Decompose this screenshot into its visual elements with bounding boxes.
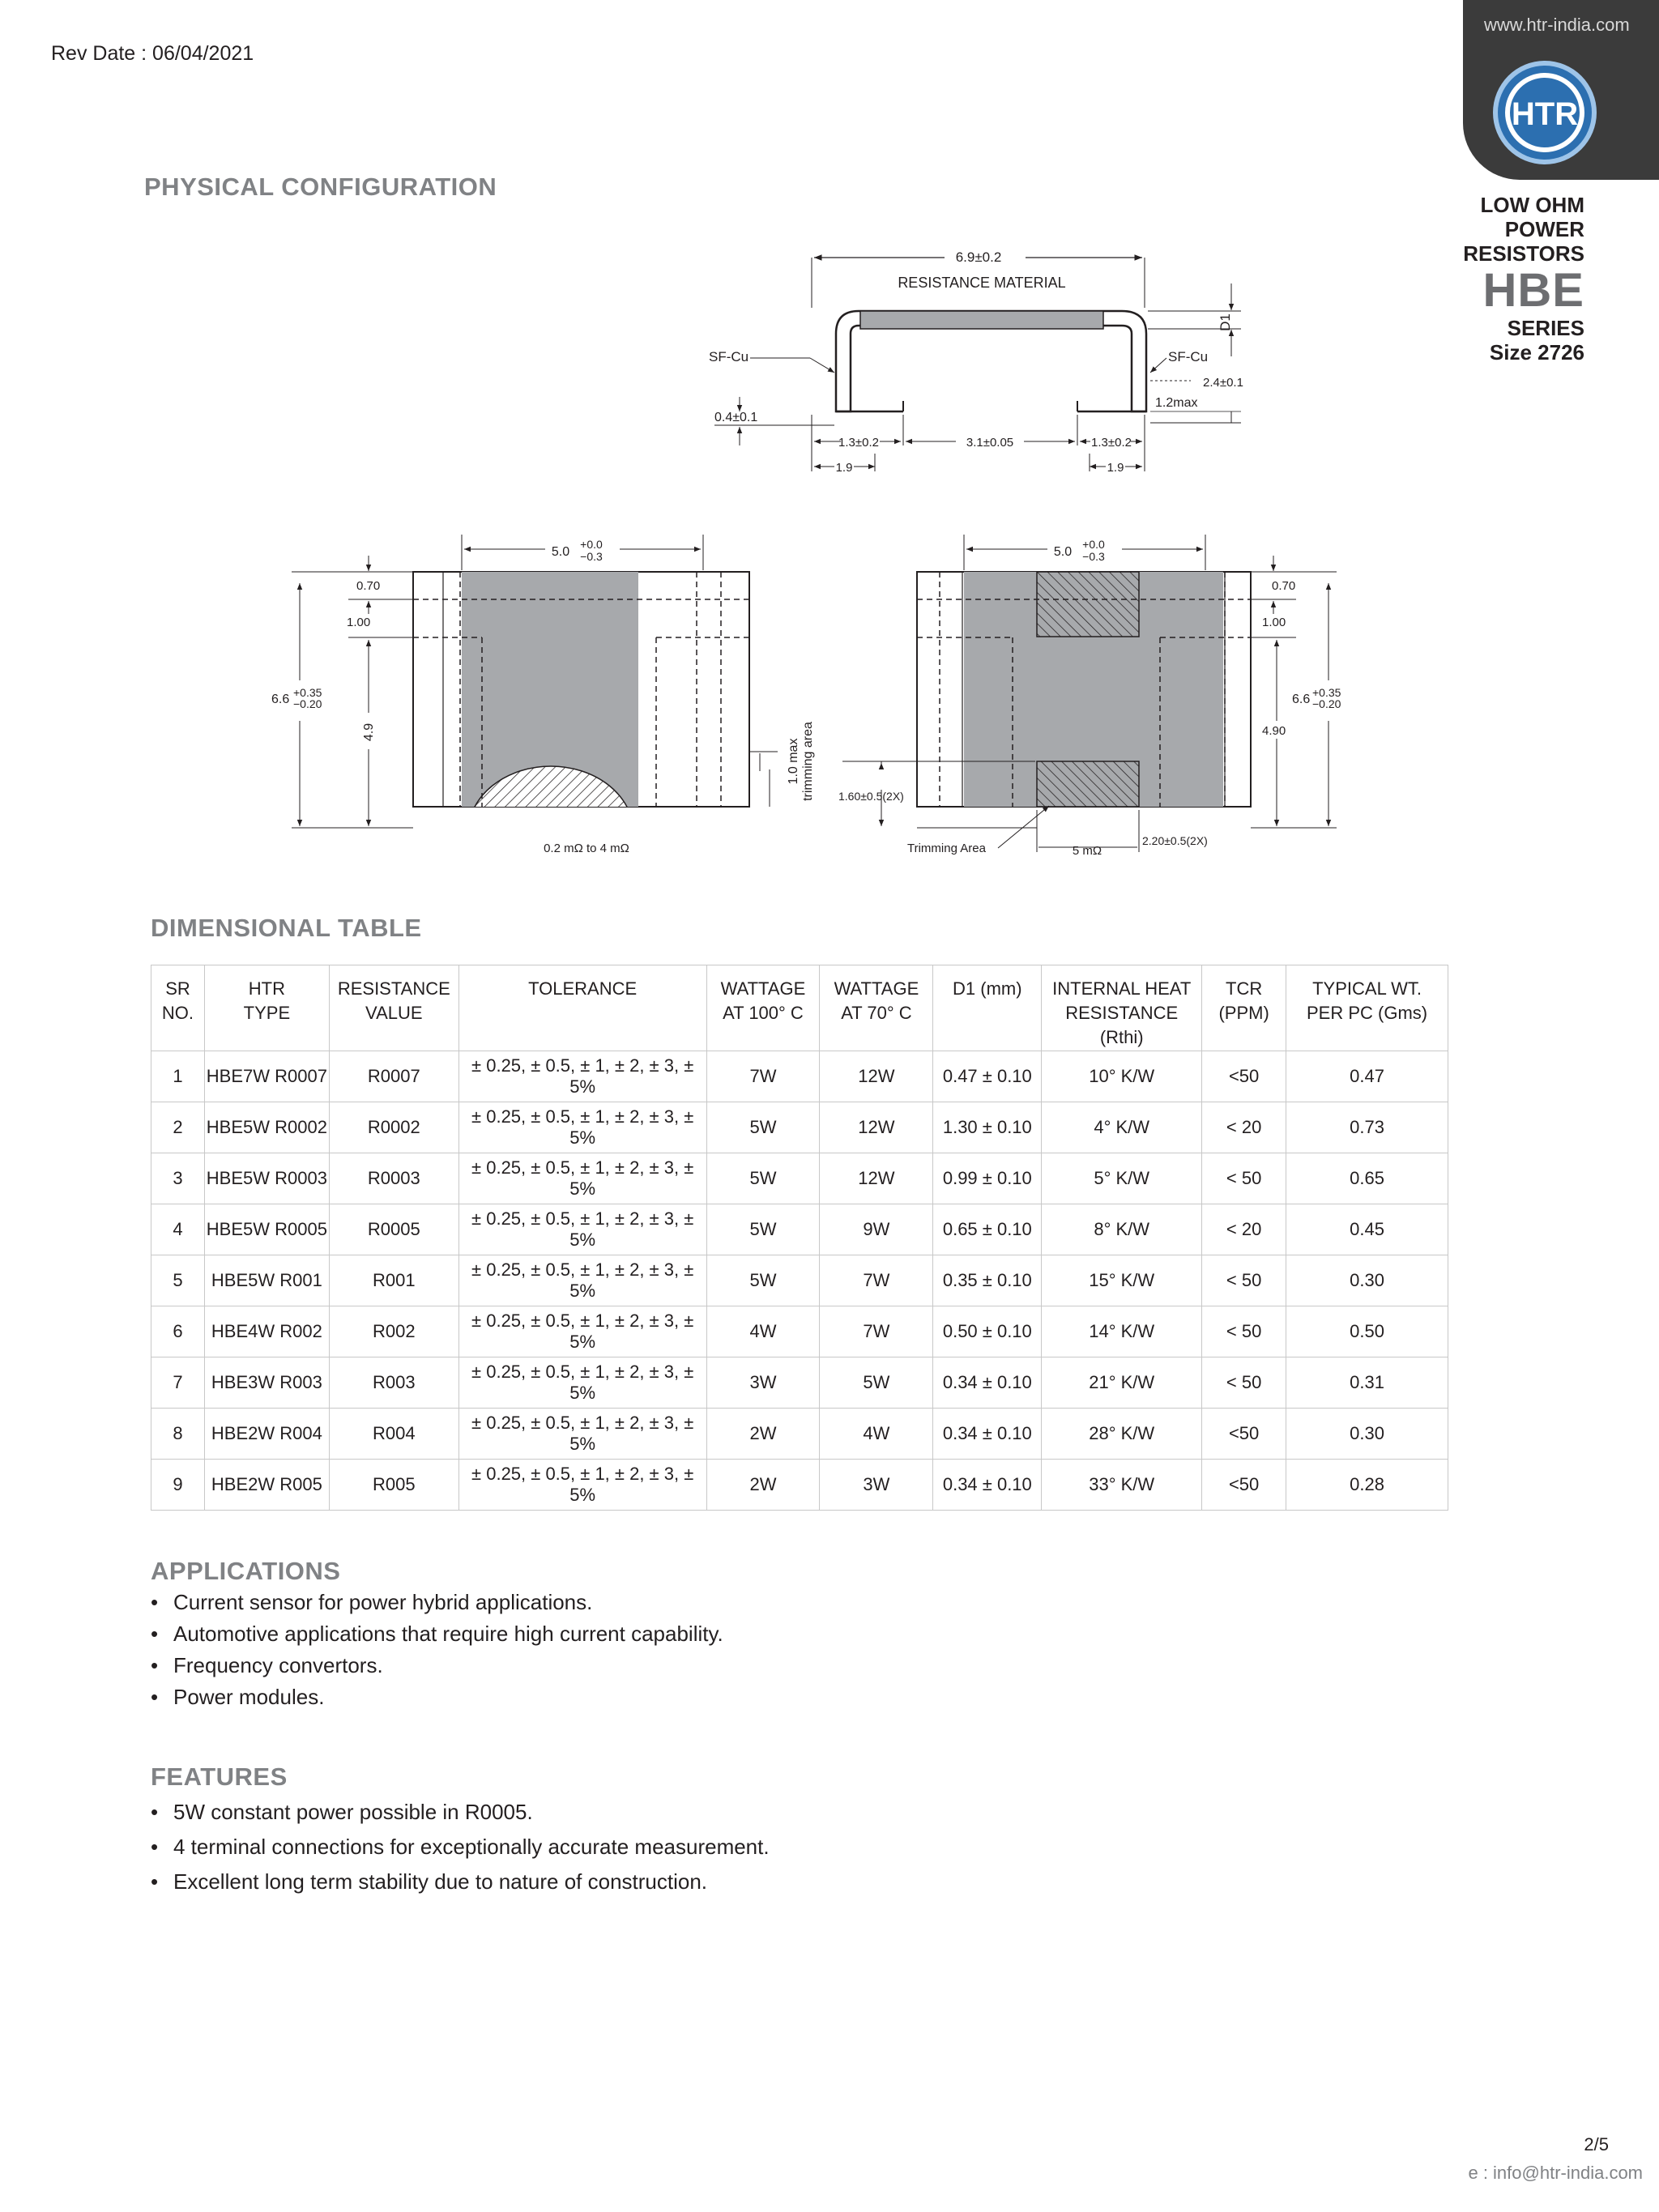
table-cell: 0.34 ± 0.10 [933, 1460, 1042, 1511]
list-item-text: 5W constant power possible in R0005. [173, 1800, 533, 1824]
width-tol-plus: +0.0 [1082, 538, 1105, 551]
table-header-cell [820, 965, 933, 1051]
table-cell: HBE5W R001 [204, 1255, 329, 1306]
bullet-icon: • [151, 1590, 159, 1614]
table-cell: 3W [820, 1460, 933, 1511]
table-cell: < 50 [1202, 1255, 1286, 1306]
header-line-1: INTERNAL HEAT [1052, 978, 1192, 999]
bottom-pad-hatch [1037, 761, 1139, 807]
sf-cu-right-label: SF-Cu [1168, 349, 1209, 364]
table-cell: 0.50 ± 0.10 [933, 1306, 1042, 1357]
table-cell: 5° K/W [1042, 1153, 1202, 1204]
height-dim-label: 2.4±0.1 [1203, 376, 1243, 390]
table-cell: <50 [1202, 1409, 1286, 1460]
inner-height-dim: 4.9 [362, 722, 376, 742]
header-line-2: TYPE [243, 1003, 291, 1023]
header-line-1: WATTAGE [834, 978, 919, 999]
bullet-icon: • [151, 1869, 159, 1894]
series-block [1463, 193, 1584, 364]
table-cell: 0.99 ± 0.10 [933, 1153, 1042, 1204]
table-cell: HBE3W R003 [204, 1357, 329, 1409]
table-cell: 4° K/W [1042, 1102, 1202, 1153]
trimming-area-label: Trimming Area [907, 842, 986, 855]
table-cell: 0.34 ± 0.10 [933, 1357, 1042, 1409]
table-cell: < 50 [1202, 1357, 1286, 1409]
table-cell: ± 0.25, ± 0.5, ± 1, ± 2, ± 3, ± 5% [458, 1460, 706, 1511]
list-item-text: Power modules. [173, 1685, 325, 1709]
header-line-2: AT 100° C [723, 1003, 804, 1023]
length-dim-label: 6.9±0.2 [955, 249, 1002, 265]
header-line-1: RESISTANCE [337, 978, 450, 999]
table-cell: ± 0.25, ± 0.5, ± 1, ± 2, ± 3, ± 5% [458, 1409, 706, 1460]
list-item [151, 1800, 770, 1825]
table-cell: 0.35 ± 0.10 [933, 1255, 1042, 1306]
table-cell: 9 [151, 1460, 205, 1511]
height-dim: 6.6 [271, 693, 290, 706]
header-line-1: TOLERANCE [528, 978, 638, 999]
table-cell: 2W [706, 1409, 820, 1460]
table-row [151, 1409, 1448, 1460]
pad-height-dim: 1.60±0.5(2X) [838, 790, 904, 803]
series-line-4: SERIES [1507, 316, 1584, 340]
top-view-right-drawing [826, 526, 1393, 867]
list-item [151, 1622, 723, 1647]
footer-email: e : info@htr-india.com [1468, 2163, 1643, 2183]
inner-height-dim: 4.90 [1262, 724, 1286, 738]
table-cell: 12W [820, 1102, 933, 1153]
table-cell: R0002 [329, 1102, 458, 1153]
header-line-1: WATTAGE [720, 978, 806, 999]
series-line-3: RESISTORS [1463, 241, 1584, 266]
table-cell: R002 [329, 1306, 458, 1357]
table-cell: 0.30 [1286, 1255, 1448, 1306]
table-cell: 0.50 [1286, 1306, 1448, 1357]
t070-dim: 0.70 [1272, 579, 1296, 593]
table-cell: 3 [151, 1153, 205, 1204]
dimensional-table [151, 965, 1448, 1511]
table-cell: 14° K/W [1042, 1306, 1202, 1357]
gap-dim: 3.1±0.05 [966, 436, 1014, 450]
applications-title: APPLICATIONS [151, 1557, 341, 1585]
table-cell: 15° K/W [1042, 1255, 1202, 1306]
series-code: HBE [1482, 264, 1584, 317]
table-cell: 7W [706, 1051, 820, 1102]
pad-width-dim: 2.20±0.5(2X) [1142, 834, 1208, 847]
table-cell: 0.65 [1286, 1153, 1448, 1204]
height-dim: 6.6 [1292, 693, 1311, 706]
t100-dim: 1.00 [1262, 616, 1286, 629]
table-row [151, 1051, 1448, 1102]
list-item-text: Current sensor for power hybrid applications. [173, 1590, 593, 1614]
table-cell: 4 [151, 1204, 205, 1255]
table-cell: HBE2W R005 [204, 1460, 329, 1511]
table-cell: 0.65 ± 0.10 [933, 1204, 1042, 1255]
list-item [151, 1685, 723, 1710]
thickness-label: 0.4±0.1 [714, 411, 758, 424]
table-cell: 7 [151, 1357, 205, 1409]
table-cell: ± 0.25, ± 0.5, ± 1, ± 2, ± 3, ± 5% [458, 1153, 706, 1204]
height-tol-plus: +0.35 [293, 686, 322, 699]
resistance-5mohm-label: 5 mΩ [1072, 844, 1102, 858]
table-cell: 7W [820, 1306, 933, 1357]
table-row [151, 1102, 1448, 1153]
table-cell: 5W [706, 1204, 820, 1255]
table-cell: 2 [151, 1102, 205, 1153]
table-header-cell [329, 965, 458, 1051]
revision-date: Rev Date : 06/04/2021 [51, 42, 254, 65]
table-cell: R004 [329, 1409, 458, 1460]
table-cell: HBE5W R0002 [204, 1102, 329, 1153]
table-cell: < 20 [1202, 1102, 1286, 1153]
table-header-cell [706, 965, 820, 1051]
table-cell: <50 [1202, 1051, 1286, 1102]
table-row [151, 1460, 1448, 1511]
table-cell: HBE4W R002 [204, 1306, 329, 1357]
table-cell: R0003 [329, 1153, 458, 1204]
table-cell: R003 [329, 1357, 458, 1409]
table-cell: 9W [820, 1204, 933, 1255]
table-cell: 0.45 [1286, 1204, 1448, 1255]
max-height-label: 1.2max [1155, 396, 1198, 410]
table-header-cell [933, 965, 1042, 1051]
table-cell: 10° K/W [1042, 1051, 1202, 1102]
foot-left-dim: 1.3±0.2 [838, 436, 879, 450]
htr-logo [1491, 58, 1600, 168]
features-title: FEATURES [151, 1762, 288, 1791]
table-header-cell [1042, 965, 1202, 1051]
dimensional-table-title: DIMENSIONAL TABLE [151, 914, 422, 942]
table-cell: ± 0.25, ± 0.5, ± 1, ± 2, ± 3, ± 5% [458, 1051, 706, 1102]
trim-area-label: trimming area [801, 722, 815, 801]
list-item-text: Excellent long term stability due to nature of construction. [173, 1869, 708, 1894]
table-cell: 1.30 ± 0.10 [933, 1102, 1042, 1153]
header-line-1: TYPICAL WT. [1312, 978, 1422, 999]
header-line-2: (PPM) [1218, 1003, 1269, 1023]
table-header-cell [1286, 965, 1448, 1051]
list-item [151, 1835, 770, 1860]
table-cell: 4W [820, 1409, 933, 1460]
d1-label: D1 [1218, 313, 1233, 331]
table-cell: HBE5W R0003 [204, 1153, 329, 1204]
table-cell: HBE5W R0005 [204, 1204, 329, 1255]
table-cell: 0.28 [1286, 1460, 1448, 1511]
table-body [151, 1051, 1448, 1511]
list-item [151, 1653, 723, 1678]
header-line-1: TCR [1226, 978, 1263, 999]
trim-max-label: 1.0 max [787, 738, 800, 785]
table-row [151, 1255, 1448, 1306]
table-row [151, 1306, 1448, 1357]
features-list [151, 1800, 770, 1904]
table-cell: 8° K/W [1042, 1204, 1202, 1255]
header-line-1: D1 (mm) [953, 978, 1022, 999]
header-line-2: VALUE [365, 1003, 423, 1023]
bullet-icon: • [151, 1685, 159, 1709]
table-cell: R0007 [329, 1051, 458, 1102]
page-number: 2/5 [1584, 2134, 1609, 2154]
series-size: Size 2726 [1489, 340, 1584, 364]
table-cell: ± 0.25, ± 0.5, ± 1, ± 2, ± 3, ± 5% [458, 1204, 706, 1255]
table-cell: 1 [151, 1051, 205, 1102]
foot-right-dim: 1.3±0.2 [1091, 436, 1132, 450]
height-tol-minus: −0.20 [293, 697, 322, 710]
table-cell: ± 0.25, ± 0.5, ± 1, ± 2, ± 3, ± 5% [458, 1306, 706, 1357]
pitch-right-dim: 1.9 [1107, 461, 1124, 475]
table-cell: 6 [151, 1306, 205, 1357]
list-item [151, 1590, 723, 1615]
header-line-2: NO. [161, 1003, 194, 1023]
table-cell: 4W [706, 1306, 820, 1357]
table-header-row [151, 965, 1448, 1051]
table-header-cell [204, 965, 329, 1051]
table-cell: 8 [151, 1409, 205, 1460]
resistance-material-label: RESISTANCE MATERIAL [898, 275, 1066, 291]
table-cell: R0005 [329, 1204, 458, 1255]
bullet-icon: • [151, 1800, 159, 1824]
table-row [151, 1204, 1448, 1255]
table-cell: ± 0.25, ± 0.5, ± 1, ± 2, ± 3, ± 5% [458, 1255, 706, 1306]
table-row [151, 1357, 1448, 1409]
width-dim: 5.0 [1053, 545, 1073, 559]
table-cell: 5W [706, 1255, 820, 1306]
table-cell: 33° K/W [1042, 1460, 1202, 1511]
header-line-2: PER PC (Gms) [1306, 1003, 1428, 1023]
table-cell: 3W [706, 1357, 820, 1409]
table-cell: ± 0.25, ± 0.5, ± 1, ± 2, ± 3, ± 5% [458, 1357, 706, 1409]
width-tol-minus: −0.3 [580, 550, 603, 563]
list-item-text: Frequency convertors. [173, 1653, 383, 1677]
table-cell: 5W [706, 1153, 820, 1204]
resistance-material-bar [860, 311, 1103, 329]
table-cell: ± 0.25, ± 0.5, ± 1, ± 2, ± 3, ± 5% [458, 1102, 706, 1153]
table-cell: HBE7W R0007 [204, 1051, 329, 1102]
series-line-1: LOW OHM [1480, 193, 1584, 217]
width-tol-minus: −0.3 [1082, 550, 1105, 563]
website-url: www.htr-india.com [1484, 15, 1630, 35]
table-cell: R005 [329, 1460, 458, 1511]
table-cell: < 50 [1202, 1153, 1286, 1204]
table-cell: 21° K/W [1042, 1357, 1202, 1409]
table-cell: 0.73 [1286, 1102, 1448, 1153]
table-header-cell [1202, 965, 1286, 1051]
side-profile-drawing [697, 243, 1264, 486]
table-cell: 0.34 ± 0.10 [933, 1409, 1042, 1460]
bullet-icon: • [151, 1835, 159, 1859]
height-tol-plus: +0.35 [1312, 686, 1341, 699]
sf-cu-left-label: SF-Cu [709, 349, 749, 364]
list-item-text: 4 terminal connections for exceptionally accurate measurement. [173, 1835, 770, 1859]
table-cell: 7W [820, 1255, 933, 1306]
applications-list [151, 1590, 723, 1716]
table-cell: 5W [706, 1102, 820, 1153]
table-cell: 0.30 [1286, 1409, 1448, 1460]
top-pad-hatch [1037, 572, 1139, 637]
bullet-icon: • [151, 1622, 159, 1646]
physical-config-title: PHYSICAL CONFIGURATION [144, 173, 497, 201]
table-header-cell [458, 965, 706, 1051]
bullet-icon: • [151, 1653, 159, 1677]
table-cell: 5W [820, 1357, 933, 1409]
table-cell: < 50 [1202, 1306, 1286, 1357]
table-cell: <50 [1202, 1460, 1286, 1511]
table-cell: HBE2W R004 [204, 1409, 329, 1460]
width-dim: 5.0 [551, 545, 570, 559]
table-cell: 0.31 [1286, 1357, 1448, 1409]
height-tol-minus: −0.20 [1312, 697, 1341, 710]
table-cell: R001 [329, 1255, 458, 1306]
top-view-left-drawing [259, 526, 842, 867]
logo-text: HTR [1511, 96, 1579, 132]
table-cell: 12W [820, 1051, 933, 1102]
header-line-2: AT 70° C [841, 1003, 912, 1023]
pitch-left-dim: 1.9 [835, 461, 853, 475]
list-item [151, 1869, 770, 1894]
header-line-2: RESISTANCE (Rthi) [1065, 1003, 1179, 1047]
header-line-1: HTR [248, 978, 285, 999]
table-cell: 0.47 ± 0.10 [933, 1051, 1042, 1102]
table-cell: 5 [151, 1255, 205, 1306]
t100-dim: 1.00 [347, 616, 371, 629]
table-cell: < 20 [1202, 1204, 1286, 1255]
table-header-cell [151, 965, 205, 1051]
list-item-text: Automotive applications that require high current capability. [173, 1622, 723, 1646]
table-row [151, 1153, 1448, 1204]
series-line-2: POWER [1504, 217, 1584, 241]
width-tol-plus: +0.0 [580, 538, 603, 551]
table-cell: 2W [706, 1460, 820, 1511]
t070-dim: 0.70 [356, 579, 381, 593]
resistance-range-label: 0.2 mΩ to 4 mΩ [544, 842, 629, 855]
table-cell: 12W [820, 1153, 933, 1204]
table-cell: 0.47 [1286, 1051, 1448, 1102]
table-cell: 28° K/W [1042, 1409, 1202, 1460]
header-line-1: SR [165, 978, 190, 999]
